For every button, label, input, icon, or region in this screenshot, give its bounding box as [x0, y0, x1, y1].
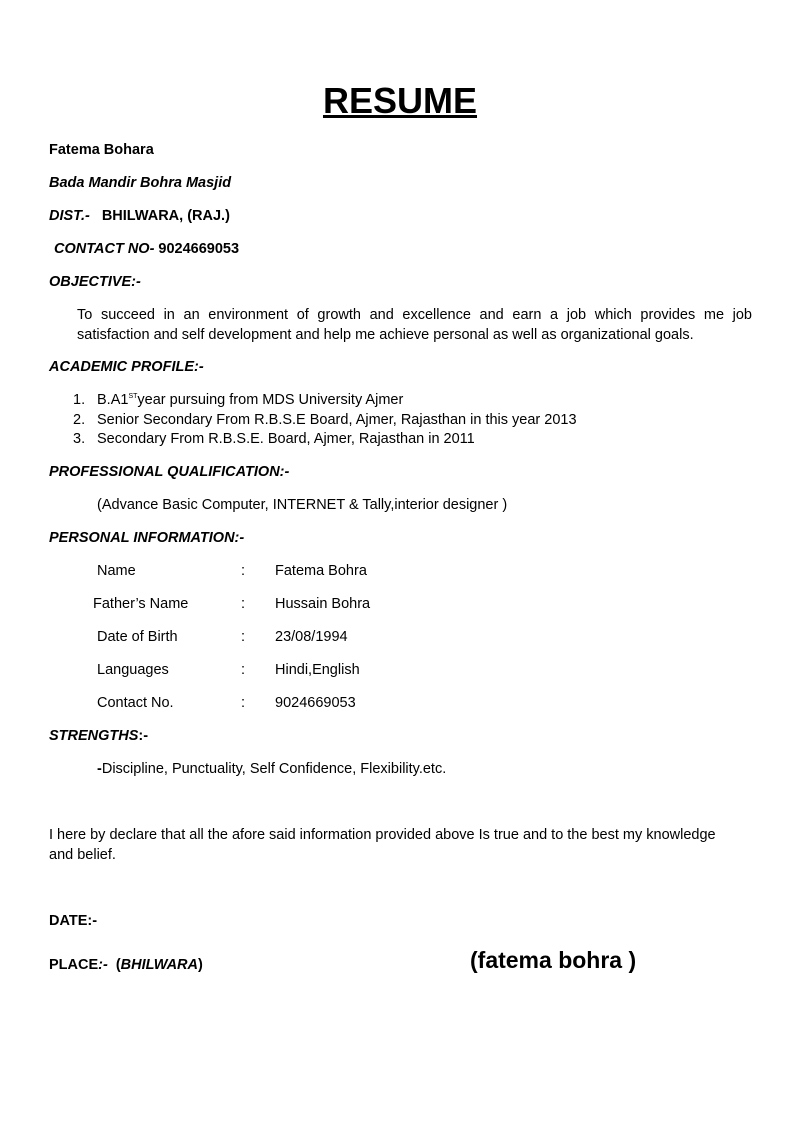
- academic-heading: ACADEMIC PROFILE:-: [49, 359, 204, 375]
- declaration-text: I here by declare that all the afore said information provided above Is true and to the best my knowledge and belief.: [49, 827, 716, 863]
- personal-separator: :: [241, 596, 246, 612]
- personal-separator: :: [241, 662, 246, 678]
- contact-value: 9024669053: [158, 241, 240, 257]
- professional-text: (Advance Basic Computer, INTERNET & Tally,interior designer ): [97, 497, 508, 513]
- contact-line: [54, 240, 239, 258]
- address-line: Bada Mandir Bohra Masjid: [49, 175, 232, 191]
- strengths-dash: -: [97, 761, 102, 777]
- personal-value-father: Hussain Bohra: [275, 596, 371, 612]
- personal-label-father: Father’s Name: [93, 596, 189, 612]
- place-open-paren: (: [115, 957, 121, 973]
- personal-label-dob: Date of Birth: [97, 629, 178, 645]
- personal-value-languages: Hindi,English: [275, 662, 360, 678]
- personal-separator: :: [241, 563, 246, 579]
- academic-item-text-tail: year pursuing from MDS University Ajmer: [137, 392, 404, 408]
- academic-item-text: Secondary From R.B.S.E. Board, Ajmer, Rajasthan in 2011: [97, 431, 475, 447]
- personal-value-contact: 9024669053: [275, 695, 356, 711]
- personal-separator: :: [241, 629, 246, 645]
- personal-label-languages: Languages: [97, 662, 169, 678]
- personal-value-name: Fatema Bohra: [275, 563, 367, 579]
- personal-value-dob: 23/08/1994: [275, 629, 348, 645]
- contact-label: CONTACT NO-: [54, 241, 155, 257]
- academic-item-number: 3.: [73, 431, 86, 447]
- professional-heading: PROFESSIONAL QUALIFICATION:-: [49, 464, 290, 480]
- district-line: [49, 207, 230, 225]
- academic-item-number: 2.: [73, 412, 86, 428]
- academic-item-text: B.A1: [97, 392, 129, 408]
- objective-text: To succeed in an environment of growth and excellence and earn a job which provides me job satisfaction and self development and help me achieve personal as well as organizational goals.: [77, 307, 752, 343]
- personal-heading: PERSONAL INFORMATION:-: [49, 530, 245, 546]
- personal-separator: :: [241, 695, 246, 711]
- resume-title: RESUME: [322, 80, 478, 121]
- academic-item-text: Senior Secondary From R.B.S.E Board, Ajmer, Rajasthan in this year 2013: [97, 412, 577, 428]
- objective-heading: OBJECTIVE:-: [49, 274, 141, 290]
- academic-item: [73, 411, 577, 429]
- candidate-name: Fatema Bohara: [49, 142, 154, 158]
- date-label: DATE:-: [49, 913, 98, 929]
- academic-item-number: 1.: [73, 392, 86, 408]
- academic-item-superscript: ST: [128, 393, 138, 401]
- academic-item: [73, 430, 475, 448]
- place-value: BHILWARA: [120, 957, 199, 973]
- strengths-text-line: [97, 760, 446, 778]
- strengths-text: Discipline, Punctuality, Self Confidence, Flexibility.etc.: [101, 761, 447, 777]
- signature-name: (fatema bohra ): [470, 947, 637, 973]
- place-label: PLACE: [49, 957, 99, 973]
- district-value: BHILWARA, (RAJ.): [101, 208, 230, 224]
- strengths-heading: [49, 727, 148, 745]
- academic-item: [73, 391, 403, 409]
- personal-label-name: Name: [97, 563, 136, 579]
- place-close-paren: ): [198, 957, 203, 973]
- place-line: [49, 956, 203, 974]
- strengths-heading-main: STRENGTHS: [49, 728, 139, 744]
- place-separator: :-: [98, 957, 108, 973]
- personal-label-contact: Contact No.: [97, 695, 174, 711]
- strengths-heading-tail: :-: [138, 728, 149, 744]
- district-label: DIST.-: [49, 208, 90, 224]
